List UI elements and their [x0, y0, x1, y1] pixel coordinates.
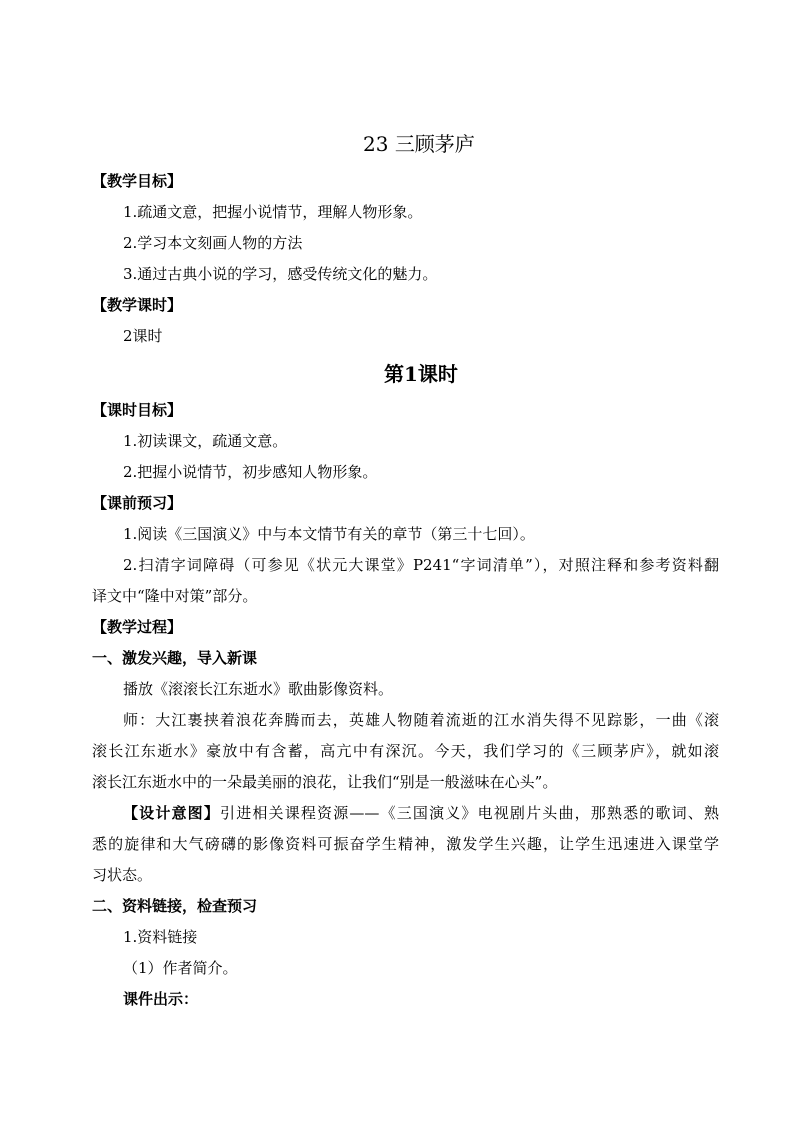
paragraph-line: 师：大江裹挟着浪花奔腾而去，英雄人物随着流逝的江水消失得不见踪影，一曲《滚: [123, 711, 719, 729]
preview-item: 1.阅读《三国演义》中与本文情节有关的章节（第三十七回）。: [123, 525, 535, 543]
section-heading-objectives: 【教学目标】: [92, 172, 183, 190]
objective-item: 2.学习本文刻画人物的方法: [123, 234, 303, 252]
lesson-objective-item: 1.初读课文，疏通文意。: [123, 432, 288, 450]
design-intent-label: 【设计意图】: [123, 804, 221, 822]
design-intent-line: 习状态。: [92, 866, 153, 884]
step-heading-1: 一、激发兴趣，导入新课: [92, 649, 258, 667]
lesson-objective-item: 2.把握小说情节，初步感知人物形象。: [123, 463, 378, 481]
page-title: [363, 130, 475, 158]
section-heading-lesson-objectives: 【课时目标】: [92, 401, 183, 419]
objective-item: 1.疏通文意，把握小说情节，理解人物形象。: [123, 203, 423, 221]
objective-item: 3.通过古典小说的学习，感受传统文化的魅力。: [123, 265, 438, 283]
step-heading-2: 二、资料链接，检查预习: [92, 897, 258, 915]
section-heading-preview: 【课前预习】: [92, 494, 183, 512]
paragraph-line: 滚长江东逝水中的一朵最美丽的浪花，让我们“别是一般滋味在心头”。: [92, 773, 558, 791]
title-text: 三顾茅庐: [394, 132, 475, 156]
design-intent-text: 引进相关课程资源——《三国演义》电视剧片头曲，那熟悉的歌词、熟: [220, 804, 719, 822]
hours-text: 2课时: [123, 327, 163, 345]
section-heading-process: 【教学过程】: [92, 618, 183, 636]
paragraph-line: （1）作者简介。: [123, 959, 238, 977]
title-number: 23: [363, 132, 389, 156]
lesson-title: 第1课时: [384, 362, 458, 386]
paragraph-line: 播放《滚滚长江东逝水》歌曲影像资料。: [123, 680, 394, 698]
paragraph-line: 1.资料链接: [123, 928, 198, 946]
paragraph-line: 滚长江东逝水》豪放中有含蓄，高亢中有深沉。今天，我们学习的《三顾茅庐》，就如滚: [92, 742, 719, 760]
section-heading-hours: 【教学课时】: [92, 296, 183, 314]
preview-item: 2.扫清字词障碍（可参见《状元大课堂》P241“字词清单”），对照注释和参考资料翻: [123, 556, 719, 574]
courseware-label: 课件出示：: [123, 990, 199, 1008]
design-intent-line: [123, 802, 719, 824]
design-intent-line: 悉的旋律和大气磅礴的影像资料可振奋学生精神，激发学生兴趣，让学生迅速进入课堂学: [92, 835, 719, 853]
preview-item-continued: 译文中“隆中对策”部分。: [92, 587, 258, 605]
